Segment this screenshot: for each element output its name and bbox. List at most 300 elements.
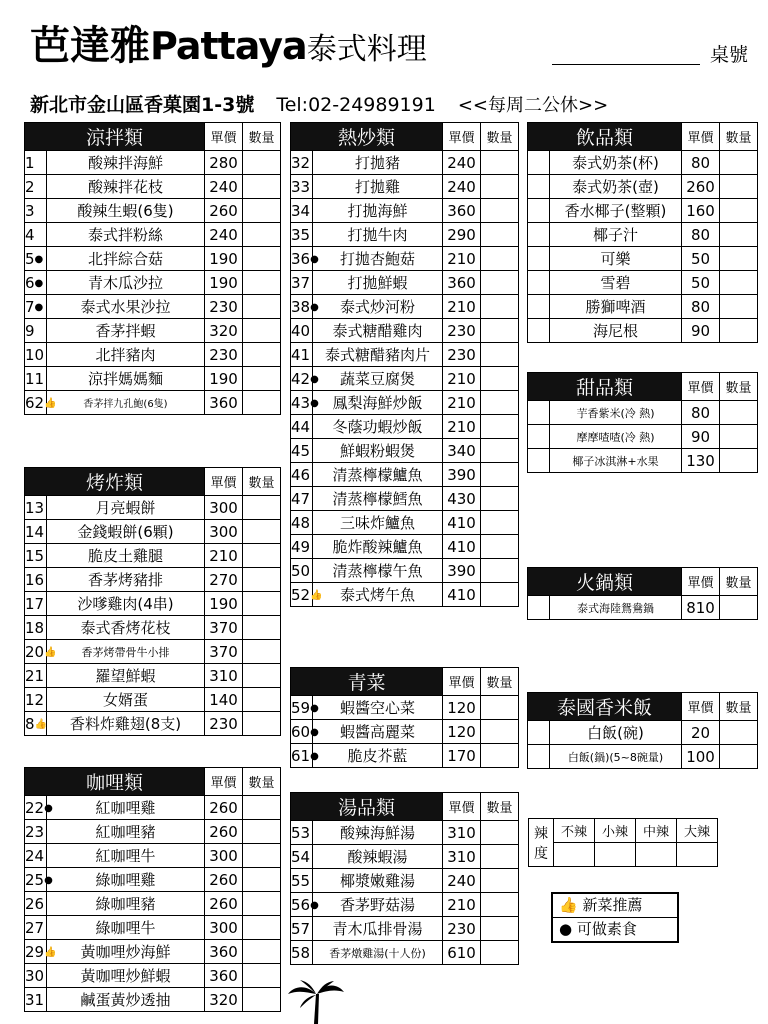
section-title: 火鍋類	[528, 568, 682, 596]
item-name-cell	[47, 640, 205, 664]
item-name: 泰式奶茶(杯)	[572, 154, 659, 172]
menu-item-row	[528, 596, 758, 620]
item-name: 打拋豬	[355, 154, 401, 172]
apple-icon: ●	[34, 277, 44, 289]
item-name-cell	[313, 821, 443, 845]
item-number: 45	[291, 439, 313, 463]
item-quantity-cell[interactable]	[720, 151, 758, 175]
item-quantity-cell[interactable]	[481, 223, 519, 247]
item-quantity-cell[interactable]	[481, 583, 519, 607]
menu-item-row	[291, 439, 519, 463]
item-number	[528, 175, 550, 199]
item-number: 30	[25, 964, 47, 988]
item-quantity-cell[interactable]	[720, 425, 758, 449]
item-price: 80	[682, 401, 720, 425]
menu-item-row	[291, 199, 519, 223]
legend-veg-text: 可做素食	[576, 920, 637, 938]
item-name: 羅望鮮蝦	[95, 667, 156, 685]
menu-item-row	[25, 175, 281, 199]
item-name-cell	[47, 223, 205, 247]
qty-header: 數量	[243, 468, 281, 496]
qty-header: 數量	[481, 668, 519, 696]
item-name: 女婿蛋	[103, 691, 149, 709]
item-name-cell	[313, 319, 443, 343]
item-quantity-cell[interactable]	[481, 535, 519, 559]
item-name: 北拌豬肉	[95, 346, 156, 364]
item-quantity-cell[interactable]	[243, 247, 281, 271]
apple-icon: ●	[44, 802, 53, 814]
item-price: 390	[443, 559, 481, 583]
item-name-cell	[550, 247, 682, 271]
item-price: 230	[443, 343, 481, 367]
item-number: 16	[25, 568, 47, 592]
item-price: 360	[205, 940, 243, 964]
item-name-cell	[313, 720, 443, 744]
item-number	[528, 425, 550, 449]
item-price: 100	[682, 745, 720, 769]
spice-level-table	[528, 818, 718, 867]
menu-item-row	[25, 868, 281, 892]
item-name: 打拋海鮮	[347, 202, 408, 220]
item-name-cell	[47, 592, 205, 616]
item-name: 清蒸檸檬午魚	[332, 562, 423, 580]
item-name: 冬蔭功蝦炒飯	[332, 418, 423, 436]
item-number: 31	[25, 988, 47, 1012]
item-number: 26	[25, 892, 47, 916]
item-quantity-cell[interactable]	[481, 869, 519, 893]
item-name: 酸辣拌海鮮	[88, 154, 164, 172]
item-name: 白飯(碗)	[587, 724, 644, 742]
item-name: 蔬菜豆腐煲	[340, 370, 416, 388]
item-price: 360	[443, 199, 481, 223]
menu-item-row	[25, 616, 281, 640]
item-number: 56●	[291, 893, 313, 917]
item-name-cell	[313, 439, 443, 463]
thumbs-up-icon: 👍	[44, 946, 57, 958]
item-name-cell	[313, 223, 443, 247]
menu-item-row	[25, 319, 281, 343]
item-name-cell	[313, 391, 443, 415]
spice-check-hot[interactable]	[677, 843, 718, 867]
menu-table-stirfry	[290, 122, 519, 607]
item-name: 綠咖哩牛	[95, 919, 156, 937]
item-name-cell	[550, 271, 682, 295]
item-price: 270	[205, 568, 243, 592]
menu-item-row	[528, 151, 758, 175]
item-quantity-cell[interactable]	[243, 820, 281, 844]
item-number	[528, 247, 550, 271]
item-price: 300	[205, 520, 243, 544]
item-price: 120	[443, 720, 481, 744]
item-number: 43●	[291, 391, 313, 415]
item-quantity-cell[interactable]	[481, 845, 519, 869]
item-name-cell	[550, 223, 682, 247]
price-header: 單價	[682, 693, 720, 721]
item-number	[528, 319, 550, 343]
menu-item-row	[291, 720, 519, 744]
item-number: 42●	[291, 367, 313, 391]
item-name-cell	[47, 844, 205, 868]
item-name-cell	[47, 271, 205, 295]
item-quantity-cell[interactable]	[720, 596, 758, 620]
item-quantity-cell[interactable]	[481, 744, 519, 768]
item-number: 24	[25, 844, 47, 868]
item-quantity-cell[interactable]	[481, 319, 519, 343]
item-quantity-cell[interactable]	[720, 449, 758, 473]
item-name: 泰式海陸鴛鴦鍋	[577, 601, 654, 615]
menu-item-row	[291, 821, 519, 845]
item-name: 椰子汁	[593, 226, 639, 244]
item-name-cell	[313, 696, 443, 720]
spice-check-none[interactable]	[554, 843, 595, 867]
item-name: 海尼根	[593, 322, 639, 340]
apple-icon: ●	[310, 726, 319, 738]
item-name-cell	[47, 712, 205, 736]
menu-item-row	[528, 425, 758, 449]
menu-item-row	[528, 223, 758, 247]
item-quantity-cell[interactable]	[243, 796, 281, 820]
item-quantity-cell[interactable]	[481, 271, 519, 295]
item-name: 打拋鮮蝦	[347, 274, 408, 292]
item-quantity-cell[interactable]	[243, 616, 281, 640]
item-quantity-cell[interactable]	[243, 892, 281, 916]
item-quantity-cell[interactable]	[481, 893, 519, 917]
item-quantity-cell[interactable]	[243, 868, 281, 892]
menu-item-row	[25, 496, 281, 520]
menu-table-cold	[24, 122, 281, 415]
item-price: 370	[205, 640, 243, 664]
item-price: 210	[443, 367, 481, 391]
item-quantity-cell[interactable]	[481, 391, 519, 415]
menu-item-row	[25, 223, 281, 247]
item-price: 430	[443, 487, 481, 511]
item-price: 310	[443, 821, 481, 845]
item-price: 260	[205, 868, 243, 892]
title-chinese: 芭達雅	[30, 23, 150, 69]
item-price: 120	[443, 696, 481, 720]
menu-item-row	[528, 271, 758, 295]
spice-check-mild[interactable]	[595, 843, 636, 867]
menu-item-row	[528, 721, 758, 745]
item-quantity-cell[interactable]	[481, 199, 519, 223]
menu-table-rice	[527, 692, 758, 769]
menu-item-row	[291, 271, 519, 295]
item-number: 32	[291, 151, 313, 175]
item-number: 36●	[291, 247, 313, 271]
item-price: 210	[443, 295, 481, 319]
item-quantity-cell[interactable]	[481, 720, 519, 744]
item-price: 140	[205, 688, 243, 712]
item-number: 47	[291, 487, 313, 511]
item-number: 2	[25, 175, 47, 199]
item-price: 130	[682, 449, 720, 473]
item-number: 9	[25, 319, 47, 343]
item-number: 46	[291, 463, 313, 487]
item-quantity-cell[interactable]	[243, 151, 281, 175]
item-quantity-cell[interactable]	[243, 916, 281, 940]
item-quantity-cell[interactable]	[481, 367, 519, 391]
apple-icon: ●	[44, 874, 53, 886]
item-number: 22●	[25, 796, 47, 820]
item-name-cell	[550, 175, 682, 199]
item-price: 80	[682, 295, 720, 319]
item-name: 摩摩喳喳(冷 熱)	[576, 430, 655, 444]
item-name: 清蒸檸檬鱸魚	[332, 466, 423, 484]
item-number	[528, 151, 550, 175]
item-quantity-cell[interactable]	[243, 295, 281, 319]
item-price: 230	[205, 712, 243, 736]
menu-item-row	[528, 199, 758, 223]
item-price: 160	[682, 199, 720, 223]
item-number: 57	[291, 917, 313, 941]
menu-item-row	[528, 247, 758, 271]
menu-item-row	[291, 319, 519, 343]
item-quantity-cell[interactable]	[243, 988, 281, 1012]
item-quantity-cell[interactable]	[243, 940, 281, 964]
item-price: 240	[443, 869, 481, 893]
menu-item-row	[291, 917, 519, 941]
qty-header: 數量	[243, 123, 281, 151]
item-price: 240	[443, 151, 481, 175]
price-header: 單價	[443, 123, 481, 151]
item-quantity-cell[interactable]	[481, 559, 519, 583]
item-number	[528, 295, 550, 319]
item-price: 390	[443, 463, 481, 487]
item-price: 210	[443, 391, 481, 415]
item-quantity-cell[interactable]	[243, 844, 281, 868]
item-quantity-cell[interactable]	[720, 271, 758, 295]
item-quantity-cell[interactable]	[720, 295, 758, 319]
item-quantity-cell[interactable]	[720, 319, 758, 343]
menu-item-row	[25, 151, 281, 175]
item-price: 170	[443, 744, 481, 768]
item-number	[528, 223, 550, 247]
item-name-cell	[47, 616, 205, 640]
item-number	[528, 596, 550, 620]
item-quantity-cell[interactable]	[243, 664, 281, 688]
menu-table-hotpot	[527, 567, 758, 620]
item-quantity-cell[interactable]	[720, 223, 758, 247]
section-title: 涼拌類	[25, 123, 205, 151]
item-price: 360	[205, 964, 243, 988]
item-quantity-cell[interactable]	[243, 223, 281, 247]
item-number: 5●	[25, 247, 47, 271]
item-quantity-cell[interactable]	[720, 401, 758, 425]
item-name: 椰漿嫩雞湯	[340, 872, 416, 890]
item-quantity-cell[interactable]	[481, 295, 519, 319]
item-name-cell	[313, 869, 443, 893]
menu-item-row	[291, 415, 519, 439]
item-price: 230	[205, 343, 243, 367]
item-quantity-cell[interactable]	[720, 199, 758, 223]
item-name-cell	[313, 559, 443, 583]
section-title: 青菜	[291, 668, 443, 696]
menu-table-drinks	[527, 122, 758, 343]
item-name: 紅咖哩牛	[95, 847, 156, 865]
item-quantity-cell[interactable]	[720, 247, 758, 271]
item-quantity-cell[interactable]	[243, 568, 281, 592]
item-name-cell	[47, 343, 205, 367]
item-number: 34	[291, 199, 313, 223]
qty-header: 數量	[720, 123, 758, 151]
spice-level-hot: 大辣	[677, 819, 718, 843]
item-number: 20👍	[25, 640, 47, 664]
item-price: 260	[205, 892, 243, 916]
spice-check-medium[interactable]	[636, 843, 677, 867]
item-name-cell	[550, 425, 682, 449]
item-number: 35	[291, 223, 313, 247]
item-number: 59●	[291, 696, 313, 720]
price-header: 單價	[205, 768, 243, 796]
item-quantity-cell[interactable]	[243, 319, 281, 343]
menu-item-row	[291, 343, 519, 367]
menu-item-row	[291, 559, 519, 583]
menu-item-row	[291, 511, 519, 535]
item-number: 48	[291, 511, 313, 535]
item-price: 260	[682, 175, 720, 199]
item-name-cell	[47, 940, 205, 964]
item-quantity-cell[interactable]	[481, 696, 519, 720]
item-quantity-cell[interactable]	[481, 415, 519, 439]
item-quantity-cell[interactable]	[481, 941, 519, 965]
item-quantity-cell[interactable]	[243, 343, 281, 367]
item-number: 3	[25, 199, 47, 223]
item-quantity-cell[interactable]	[481, 151, 519, 175]
menu-item-row	[528, 745, 758, 769]
item-name-cell	[47, 688, 205, 712]
item-quantity-cell[interactable]	[481, 247, 519, 271]
legend-new-text: 新菜推薦	[582, 896, 643, 914]
item-quantity-cell[interactable]	[481, 511, 519, 535]
item-name: 雪碧	[600, 274, 631, 292]
legend-box	[551, 892, 679, 943]
item-number: 62👍	[25, 391, 47, 415]
item-number: 23	[25, 820, 47, 844]
item-name: 綠咖哩豬	[95, 895, 156, 913]
item-quantity-cell[interactable]	[243, 199, 281, 223]
section-title: 烤炸類	[25, 468, 205, 496]
item-number: 7●	[25, 295, 47, 319]
item-name: 紅咖哩豬	[95, 823, 156, 841]
apple-icon: ●	[310, 373, 319, 385]
spice-label-text: 辣度	[534, 825, 548, 862]
spice-level-label	[529, 819, 554, 867]
item-quantity-cell[interactable]	[243, 544, 281, 568]
menu-table-dessert	[527, 372, 758, 473]
item-number: 52👍	[291, 583, 313, 607]
item-quantity-cell[interactable]	[243, 391, 281, 415]
item-price: 210	[443, 247, 481, 271]
item-quantity-cell[interactable]	[243, 592, 281, 616]
item-name: 黃咖哩炒鮮蝦	[80, 967, 171, 985]
thumbs-up-icon: 👍	[559, 896, 578, 914]
item-price: 300	[205, 916, 243, 940]
item-quantity-cell[interactable]	[720, 721, 758, 745]
item-number: 50	[291, 559, 313, 583]
item-number: 60●	[291, 720, 313, 744]
item-price: 320	[205, 319, 243, 343]
item-price: 260	[205, 199, 243, 223]
item-quantity-cell[interactable]	[481, 175, 519, 199]
item-name: 香茅野菇湯	[340, 896, 416, 914]
item-number: 54	[291, 845, 313, 869]
apple-icon: ●	[310, 253, 319, 265]
menu-item-row	[291, 845, 519, 869]
item-quantity-cell[interactable]	[481, 439, 519, 463]
item-quantity-cell[interactable]	[243, 640, 281, 664]
menu-table-greens	[290, 667, 519, 768]
item-name: 沙嗲雞肉(4串)	[77, 595, 174, 613]
item-number: 53	[291, 821, 313, 845]
item-quantity-cell[interactable]	[243, 964, 281, 988]
item-name: 涼拌媽媽麵	[88, 370, 164, 388]
menu-item-row	[25, 664, 281, 688]
item-name: 清蒸檸檬鱈魚	[332, 490, 423, 508]
qty-header: 數量	[481, 793, 519, 821]
item-name-cell	[313, 463, 443, 487]
item-price: 20	[682, 721, 720, 745]
item-number: 38●	[291, 295, 313, 319]
item-quantity-cell[interactable]	[481, 821, 519, 845]
item-name: 酸辣蝦湯	[347, 848, 408, 866]
section-title: 泰國香米飯	[528, 693, 682, 721]
item-quantity-cell[interactable]	[481, 463, 519, 487]
item-quantity-cell[interactable]	[243, 712, 281, 736]
item-name-cell	[47, 496, 205, 520]
item-number: 15	[25, 544, 47, 568]
closed-day: <<每周二公休>>	[457, 95, 609, 116]
item-name-cell	[47, 964, 205, 988]
item-quantity-cell[interactable]	[243, 367, 281, 391]
item-quantity-cell[interactable]	[720, 175, 758, 199]
item-name: 泰式糖醋雞肉	[332, 322, 423, 340]
item-name: 打拋牛肉	[347, 226, 408, 244]
item-name-cell	[313, 583, 443, 607]
item-price: 410	[443, 583, 481, 607]
item-number: 55	[291, 869, 313, 893]
item-price: 50	[682, 247, 720, 271]
item-name: 打拋杏鮑菇	[340, 250, 416, 268]
item-name-cell	[47, 796, 205, 820]
item-price: 90	[682, 425, 720, 449]
item-quantity-cell[interactable]	[720, 745, 758, 769]
item-quantity-cell[interactable]	[243, 175, 281, 199]
item-quantity-cell[interactable]	[243, 496, 281, 520]
menu-item-row	[291, 463, 519, 487]
menu-item-row	[25, 940, 281, 964]
item-quantity-cell[interactable]	[243, 520, 281, 544]
item-quantity-cell[interactable]	[481, 343, 519, 367]
item-name: 酸辣拌花枝	[88, 178, 164, 196]
item-price: 190	[205, 271, 243, 295]
item-name: 青木瓜沙拉	[88, 274, 164, 292]
item-name-cell	[47, 868, 205, 892]
item-price: 810	[682, 596, 720, 620]
item-quantity-cell[interactable]	[243, 271, 281, 295]
legend-veg	[553, 918, 677, 941]
thumbs-up-icon: 👍	[44, 646, 57, 658]
item-price: 190	[205, 247, 243, 271]
item-name-cell	[550, 721, 682, 745]
item-quantity-cell[interactable]	[243, 688, 281, 712]
section-title: 湯品類	[291, 793, 443, 821]
menu-item-row	[291, 893, 519, 917]
item-name: 蝦醬空心菜	[340, 699, 416, 717]
item-quantity-cell[interactable]	[481, 487, 519, 511]
item-price: 290	[443, 223, 481, 247]
item-number: 11	[25, 367, 47, 391]
item-quantity-cell[interactable]	[481, 917, 519, 941]
